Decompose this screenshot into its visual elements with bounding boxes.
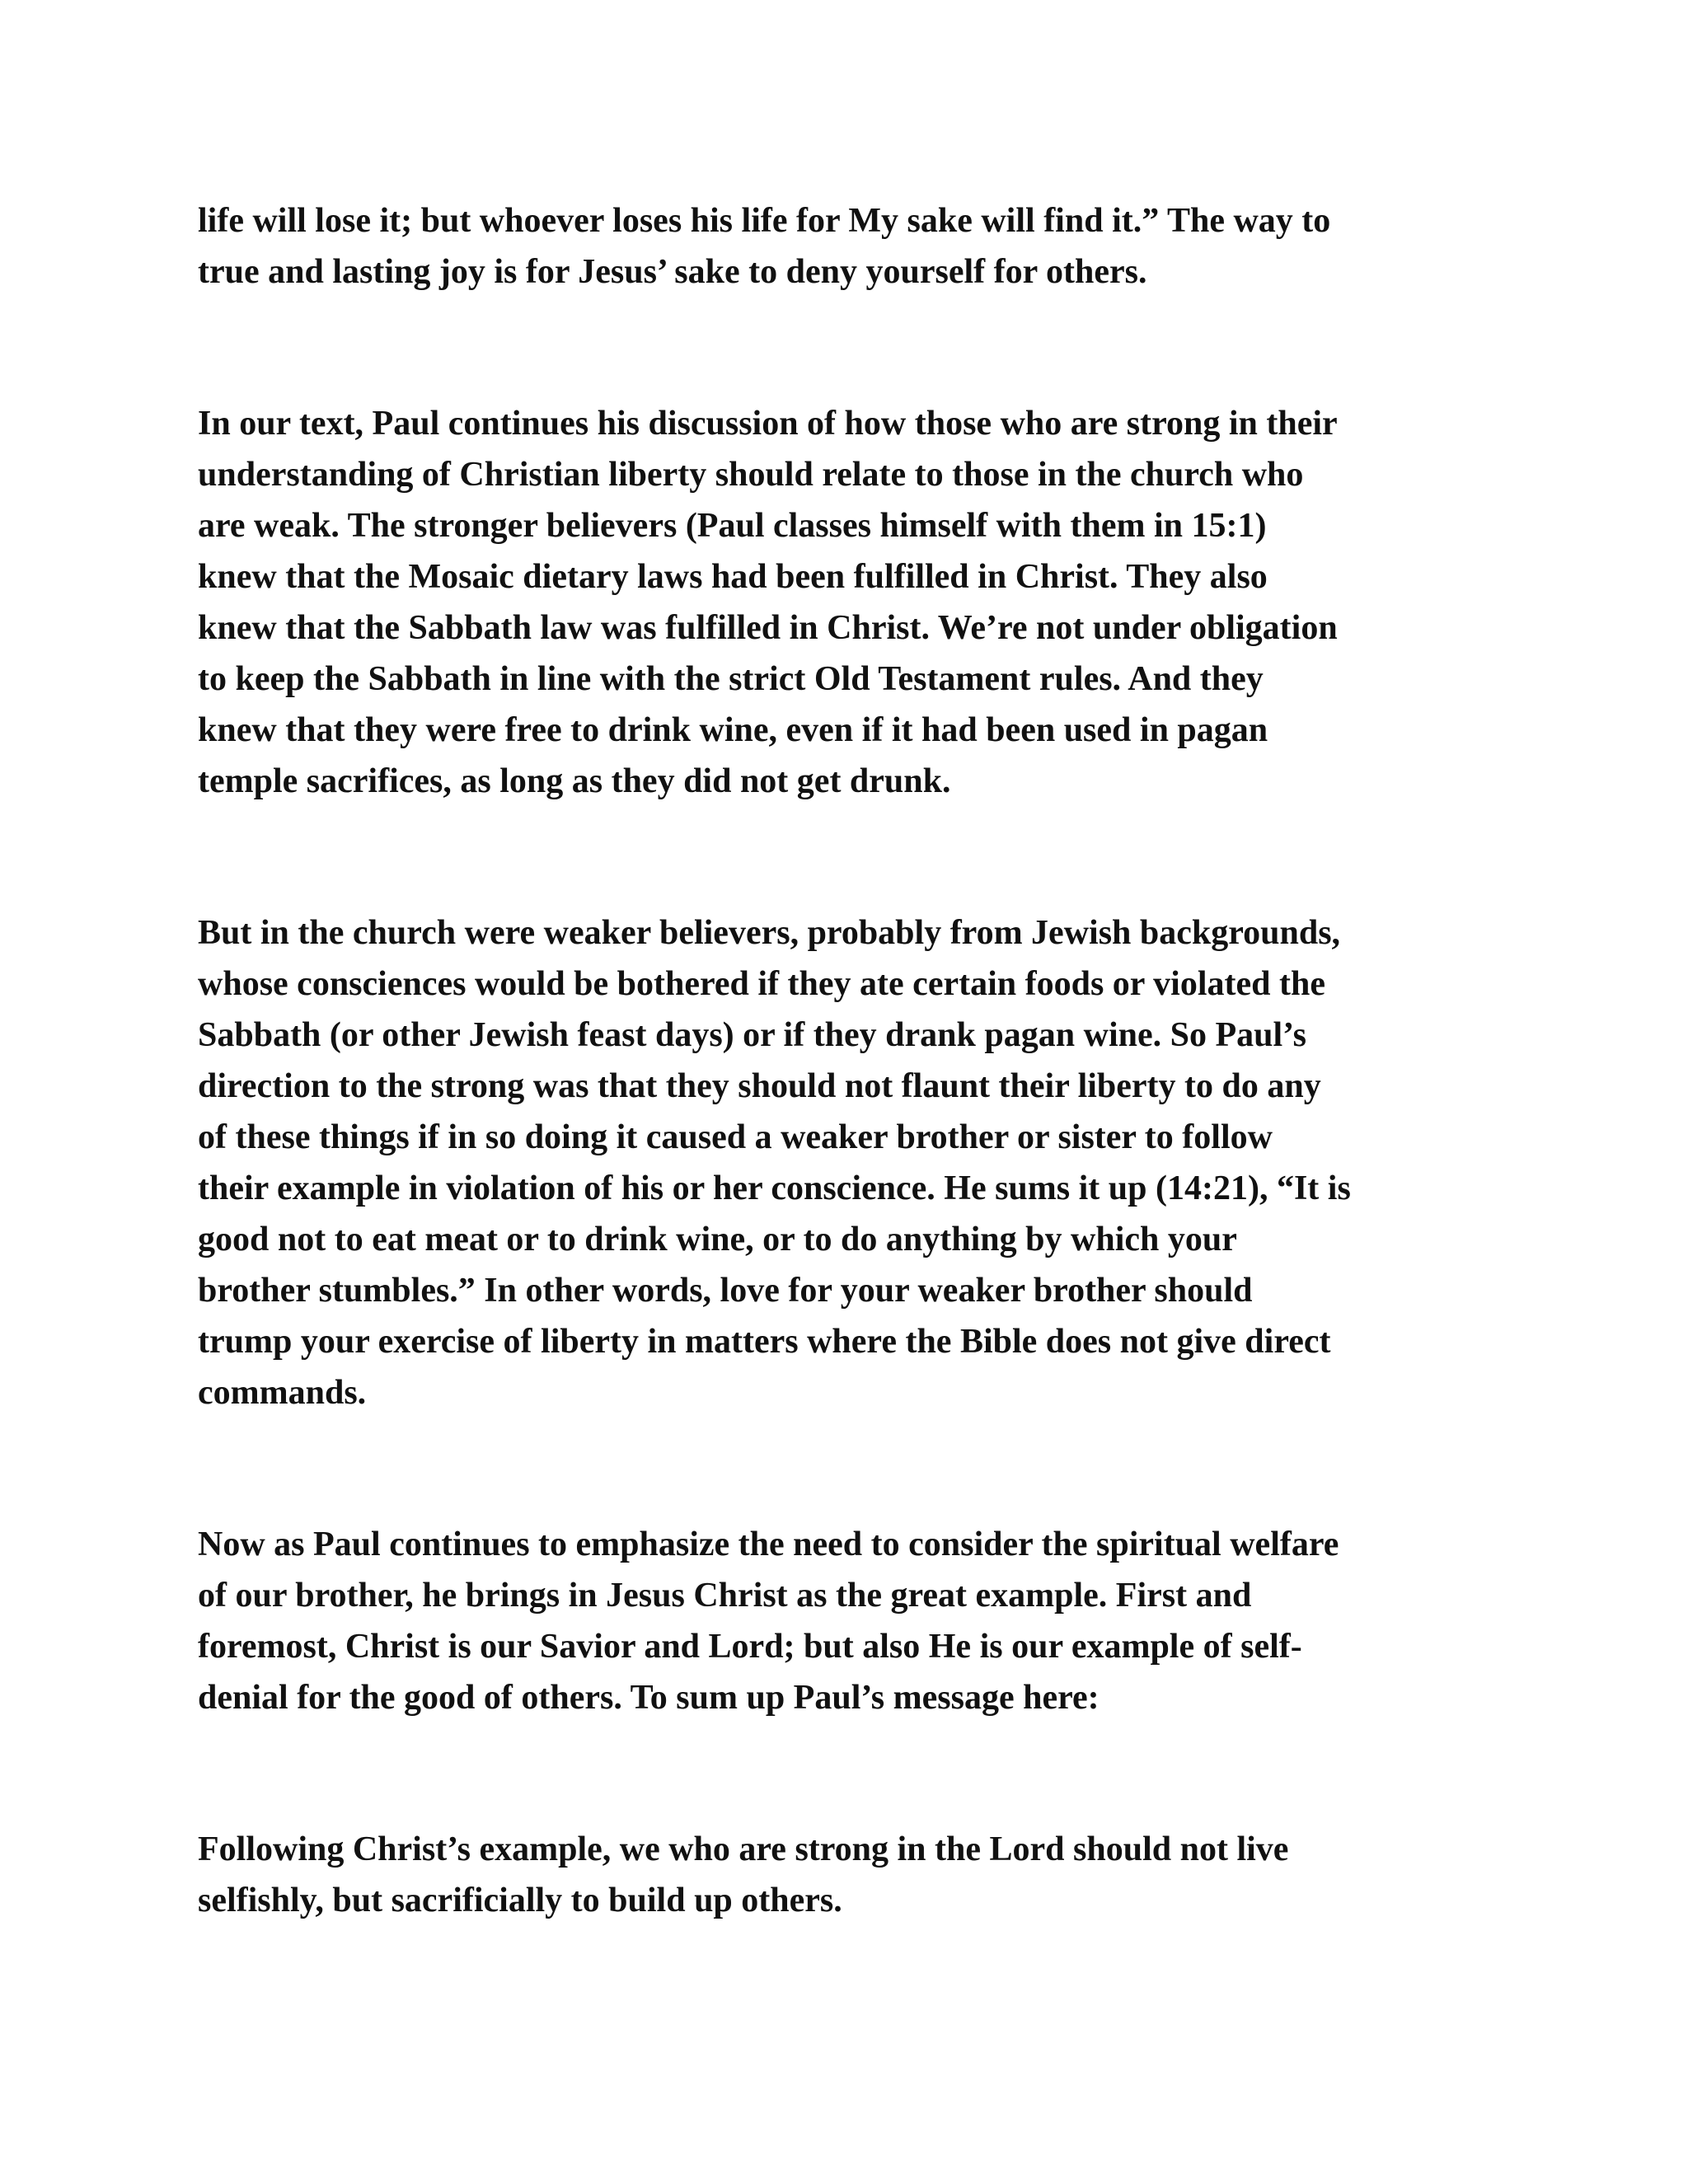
paragraph-christian-liberty: In our text, Paul continues his discussion of how those who are strong in their understanding of Christian liberty should relate to those in the church who are weak. The stronger believers (Paul classes himself with them in 15:1) knew that the Mosaic dietary laws had been fulfilled in Christ. They also knew that the Sabbath law was fulfilled in Christ. We’re not under obligation to keep the Sabbath in line with the strict Old Testament rules. And they knew that they were free to drink wine, even if it had been used in pagan temple sacrifices, as long as they did not get drunk.: [198, 405, 1338, 800]
paragraph-christ-example: Now as Paul continues to emphasize the need to consider the spiritual welfare of our brother, he brings in Jesus Christ as the great example. First and foremost, Christ is our Savior and Lord; but also He is our example of self- denial for the good of others. To sum up Paul’s message here:: [198, 1526, 1339, 1717]
paragraph-summary: Following Christ’s example, we who are strong in the Lord should not live selfishly, but sacrificially to build up others.: [198, 1830, 1289, 1919]
paragraph-continuation: life will lose it; but whoever loses his life for My sake will find it.” The way to true and lasting joy is for Jesus’ sake to deny yourself for others.: [198, 202, 1331, 291]
document-body: [198, 195, 1517, 1926]
paragraph-weaker-believers: But in the church were weaker believers, probably from Jewish backgrounds, whose consciences would be bothered if they ate certain foods or violated the Sabbath (or other Jewish feast days) or if they drank pagan wine. So Paul’s direction to the strong was that they should not flaunt their liberty to do any of these things if in so doing it caused a weaker brother or sister to follow their example in violation of his or her conscience. He sums it up (14:21), “It is good not to eat meat or to drink wine, or to do anything by which your brother stumbles.” In other words, love for your weaker brother should trump your exercise of liberty in matters where the Bible does not give direct commands.: [198, 914, 1351, 1412]
